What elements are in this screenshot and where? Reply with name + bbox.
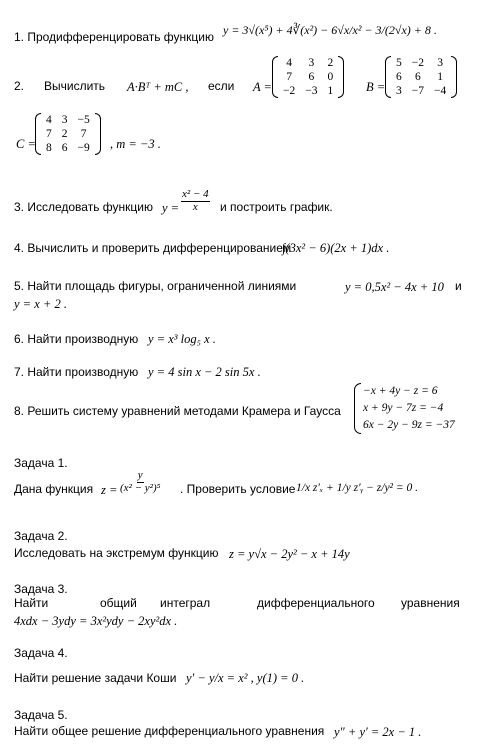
task-2-text: Исследовать на экстремум функцию [14, 546, 219, 560]
problem-8-label: 8. Решить систему уравнений методами Крамера и Гаусса [14, 404, 341, 418]
task-5-title: Задача 5. [14, 708, 68, 722]
task-1-fraction: $\frac{y}{\text{(x² − y²)⁵}}$ [120, 469, 161, 494]
problem-3-y: y = [162, 201, 180, 215]
task-1-check-text: . Проверить условие [180, 482, 296, 496]
problem-3-tail: и построить график. [220, 200, 333, 214]
problem-2-condition: если [208, 79, 235, 93]
task-1-z: z = [101, 483, 118, 497]
task-3-word-1: Найти [14, 596, 49, 610]
task-4-title: Задача 4. [14, 646, 68, 660]
problem-8-system [354, 383, 455, 434]
problem-2-verb: Вычислить [44, 79, 106, 93]
problem-6-label: 6. Найти производную [14, 332, 139, 346]
problem-5-text: 5. Найти площадь фигуры, ограниченной линиями [14, 279, 297, 293]
problem-7-formula: y = 4 sin x − 2 sin 5x . [148, 365, 261, 379]
equation-3: 6x − 2y − 9z = −37 [363, 419, 455, 431]
task-1-condition: 1/x z′ₓ + 1/y z′ᵧ − z/y² = 0 . [296, 482, 419, 494]
task-3-word-5: уравнения [401, 596, 460, 610]
equation-1: −x + 4y − z = 6 [363, 385, 438, 397]
equation-2: x + 9y − 7z = −4 [363, 402, 444, 414]
scalar-m: , m = −3 . [110, 137, 161, 151]
task-3-formula: 4xdx − 3ydy = 3x²ydy − 2xy²dx . [14, 614, 178, 628]
problem-2-label: 2. [14, 79, 25, 93]
task-3-word-3: интеграл [160, 596, 211, 610]
task-5-formula: y″ + y′ = 2x − 1 . [334, 725, 422, 739]
matrix-c: 4 3 −5 7 2 7 8 6 −9 [35, 113, 101, 155]
matrix-c-label: C = [16, 137, 36, 151]
problem-2-expression: A·Bᵀ + mC , [127, 80, 189, 94]
problem-5-and: и [455, 279, 462, 293]
task-3-title: Задача 3. [14, 582, 68, 596]
task-3-word-2: общий [100, 596, 137, 610]
matrix-b: 5 −2 3 6 6 1 3 −7 −4 [385, 56, 457, 98]
problem-3-label: 3. Исследовать функцию [14, 200, 153, 214]
task-3-word-4: дифференциального [257, 596, 375, 610]
problem-4-formula: ∫(3x² − 6)(2x + 1)dx . [282, 241, 390, 255]
task-2-title: Задача 2. [14, 529, 68, 543]
problem-4-label: 4. Вычислить и проверить дифференцированием [14, 241, 292, 255]
task-2-formula: z = y√x − 2y² − x + 14y [229, 547, 350, 561]
problem-1-label: 1. Продифференцировать функцию [14, 30, 214, 44]
matrix-b-label: B = [366, 80, 386, 94]
task-5-text: Найти общее решение дифференциального уравнения [14, 724, 325, 738]
problem-1-formula: y = 3√(x⁵) + 4∛(x²) − 6√x/x² − 3/(2√x) + 8 . [223, 23, 437, 37]
task-1-text: Дана функция [14, 482, 94, 496]
problem-5-curve-1: y = 0,5x² − 4x + 10 [345, 280, 444, 294]
problem-6-formula: y = x³ log₅ x . [148, 332, 216, 346]
matrix-a: 4 3 2 7 6 0 −2 −3 1 [272, 56, 344, 98]
problem-7-label: 7. Найти производную [14, 365, 139, 379]
problem-3-fraction: $\frac{\text{x² − 4}}{x}$ [182, 188, 209, 213]
matrix-a-label: A = [253, 80, 272, 94]
problem-5-curve-2: y = x + 2 . [14, 297, 67, 311]
task-4-formula: y′ − y/x = x² , y(1) = 0 . [186, 671, 305, 685]
task-4-text: Найти решение задачи Коши [14, 671, 177, 685]
task-1-title: Задача 1. [14, 456, 68, 470]
